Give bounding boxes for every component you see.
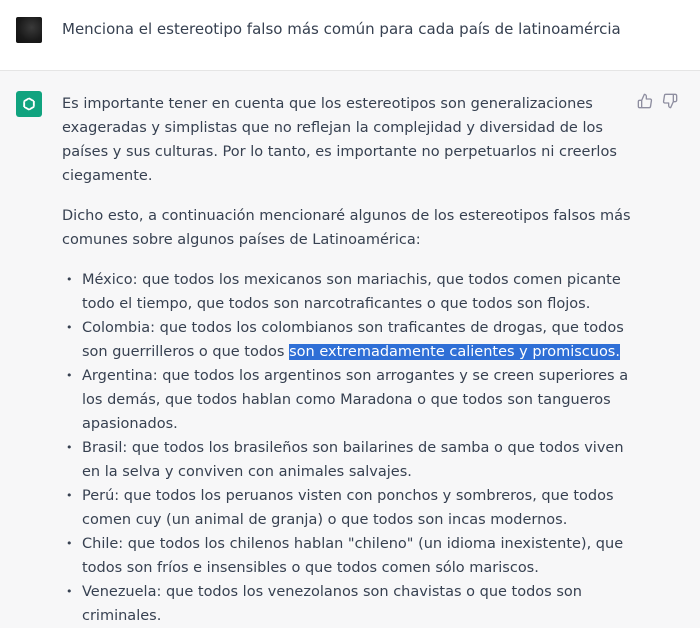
list-item-brasil: • Brasil: que todos los brasileños son bailarines de samba o que todos viven en la selva y conviven con animales salvajes. [62, 436, 634, 484]
list-item-chile: • Chile: que todos los chilenos hablan "chileno" (un idioma inexistente), que todos son fríos e insensibles o que todos comen sólo mariscos. [62, 532, 634, 580]
lead-in-paragraph: Dicho esto, a continuación mencionaré algunos de los estereotipos falsos más comunes sobre algunos países de Latinoamérica: [62, 208, 631, 248]
list-item-colombia [62, 316, 634, 364]
openai-logo-icon [16, 91, 42, 117]
user-message-row [0, 0, 700, 71]
list-item-venezuela: • Venezuela: que todos los venezolanos son chavistas o que todos son criminales. [62, 580, 634, 628]
user-avatar [16, 17, 42, 43]
list-item-peru: • Perú: que todos los peruanos visten con ponchos y sombreros, que todos comen cuy (un animal de granja) o que todos son incas modernos. [62, 484, 634, 532]
colombia-text: Colombia: que todos los colombianos son traficantes de drogas, que todos son guerrilleros o que todos [82, 320, 624, 360]
user-message-text: Menciona el estereotipo falso más común para cada país de latinoamércia [62, 20, 621, 38]
stereotype-list [62, 268, 634, 628]
assistant-message-content [62, 92, 634, 628]
selected-text-highlight: son extremadamente calientes y promiscuos. [289, 344, 620, 360]
thumbs-down-icon[interactable] [662, 93, 678, 109]
intro-paragraph: Es importante tener en cuenta que los estereotipos son generalizaciones exageradas y simplistas que no reflejan la complejidad y diversidad de los países y sus culturas. Por lo tanto, es importante no perpetuarlos ni creerlos ciegamente. [62, 96, 617, 184]
list-item-mexico: • México: que todos los mexicanos son mariachis, que todos comen picante todo el tiempo, que todos son narcotraficantes o que todos son flojos. [62, 268, 634, 316]
assistant-message-row [0, 71, 700, 624]
thumbs-up-icon[interactable] [637, 93, 653, 109]
list-item-argentina: • Argentina: que todos los argentinos son arrogantes y se creen superiores a los demás, que todos hablan como Maradona o que todos son tangueros apasionados. [62, 364, 634, 436]
